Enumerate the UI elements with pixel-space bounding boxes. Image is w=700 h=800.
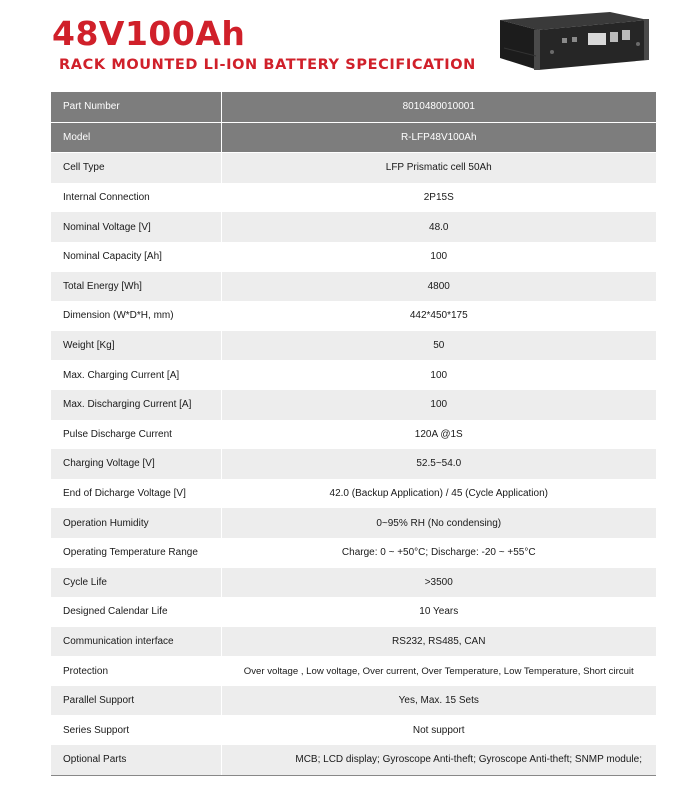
spec-label: Charging Voltage [V] <box>51 449 221 479</box>
spec-row-optional-parts <box>51 745 656 775</box>
spec-row-internal-connection <box>51 183 656 213</box>
spec-row-weight <box>51 331 656 361</box>
spec-label: Model <box>51 122 221 153</box>
spec-value: 8010480010001 <box>221 92 656 122</box>
spec-value: 100 <box>221 390 656 420</box>
spec-row-operating-temperature-range <box>51 538 656 568</box>
spec-value: RS232, RS485, CAN <box>221 627 656 657</box>
spec-row-end-of-discharge-voltage <box>51 479 656 509</box>
spec-label: Max. Charging Current [A] <box>51 360 221 390</box>
spec-label: Designed Calendar Life <box>51 597 221 627</box>
spec-label: Communication interface <box>51 627 221 657</box>
spec-label: Optional Parts <box>51 745 221 775</box>
spec-row-max-discharging-current <box>51 390 656 420</box>
spec-row-nominal-capacity <box>51 242 656 272</box>
spec-row-cell-type <box>51 153 656 183</box>
spec-value: 4800 <box>221 272 656 302</box>
spec-value: 100 <box>221 360 656 390</box>
spec-label: Cell Type <box>51 153 221 183</box>
spec-value: >3500 <box>221 568 656 598</box>
spec-label: Total Energy [Wh] <box>51 272 221 302</box>
spec-row-max-charging-current <box>51 360 656 390</box>
spec-row-protection <box>51 656 656 686</box>
page-subtitle: RACK MOUNTED LI-ION BATTERY SPECIFICATION <box>59 57 476 73</box>
spec-row-charging-voltage <box>51 449 656 479</box>
spec-row-cycle-life <box>51 568 656 598</box>
spec-row-nominal-voltage <box>51 212 656 242</box>
spec-value: Yes, Max. 15 Sets <box>221 686 656 716</box>
spec-value: Not support <box>221 715 656 745</box>
spec-label: Nominal Capacity [Ah] <box>51 242 221 272</box>
spec-label: Part Number <box>51 92 221 122</box>
spec-label: End of Dicharge Voltage [V] <box>51 479 221 509</box>
spec-label: Protection <box>51 656 221 686</box>
spec-row-part-number <box>51 92 656 122</box>
spec-label: Series Support <box>51 715 221 745</box>
spec-label: Max. Discharging Current [A] <box>51 390 221 420</box>
spec-value: 42.0 (Backup Application) / 45 (Cycle Application) <box>221 479 656 509</box>
spec-row-dimension <box>51 301 656 331</box>
spec-value: 48.0 <box>221 212 656 242</box>
spec-label: Operation Humidity <box>51 508 221 538</box>
spec-label: Operating Temperature Range <box>51 538 221 568</box>
spec-value: 50 <box>221 331 656 361</box>
spec-row-model <box>51 122 656 153</box>
rack-battery-module-image <box>492 8 652 78</box>
spec-label: Cycle Life <box>51 568 221 598</box>
spec-value: Charge: 0 ~ +50°C; Discharge: -20 ~ +55°C <box>221 538 656 568</box>
spec-label: Parallel Support <box>51 686 221 716</box>
spec-value: 10 Years <box>221 597 656 627</box>
spec-row-communication-interface <box>51 627 656 657</box>
spec-table <box>51 92 656 776</box>
spec-value: LFP Prismatic cell 50Ah <box>221 153 656 183</box>
page-title: 48V100Ah <box>52 14 246 53</box>
spec-row-designed-calendar-life <box>51 597 656 627</box>
spec-value: R-LFP48V100Ah <box>221 122 656 153</box>
spec-label: Pulse Discharge Current <box>51 420 221 450</box>
spec-row-parallel-support <box>51 686 656 716</box>
spec-label: Internal Connection <box>51 183 221 213</box>
spec-label: Dimension (W*D*H, mm) <box>51 301 221 331</box>
spec-row-series-support <box>51 715 656 745</box>
spec-label: Nominal Voltage [V] <box>51 212 221 242</box>
spec-value: MCB; LCD display; Gyroscope Anti-theft; Gyroscope Anti-theft; SNMP module; <box>221 745 656 775</box>
spec-value: 0~95% RH (No condensing) <box>221 508 656 538</box>
spec-value: 120A @1S <box>221 420 656 450</box>
spec-row-operation-humidity <box>51 508 656 538</box>
spec-value: Over voltage , Low voltage, Over current, Over Temperature, Low Temperature, Short circuit <box>221 656 656 686</box>
spec-row-total-energy <box>51 272 656 302</box>
spec-row-pulse-discharge-current <box>51 420 656 450</box>
spec-value: 100 <box>221 242 656 272</box>
spec-value: 52.5~54.0 <box>221 449 656 479</box>
spec-value: 442*450*175 <box>221 301 656 331</box>
spec-label: Weight [Kg] <box>51 331 221 361</box>
spec-value: 2P15S <box>221 183 656 213</box>
